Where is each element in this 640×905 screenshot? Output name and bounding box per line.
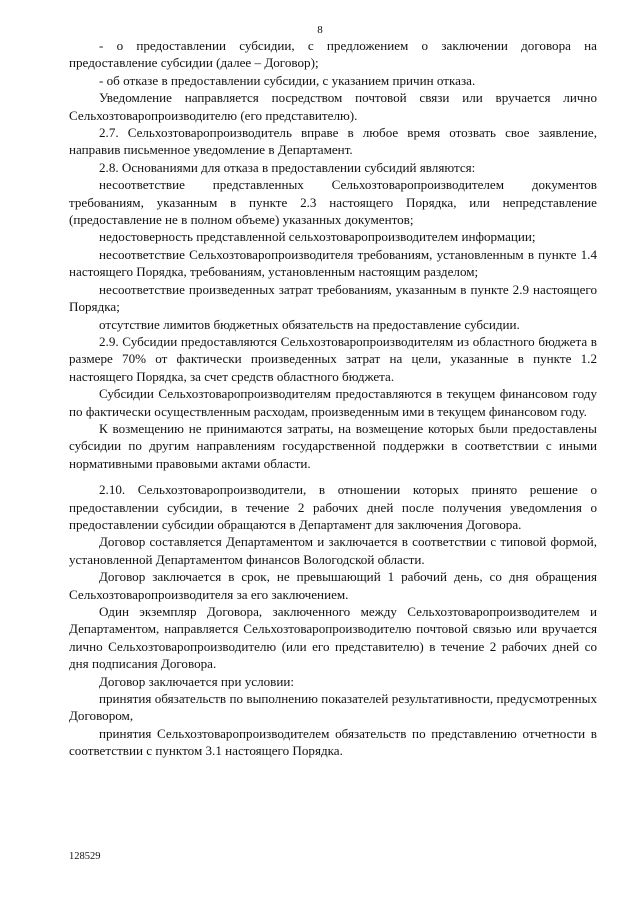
paragraph-spacer — [69, 472, 597, 481]
paragraph-agreement-term: Договор заключается в срок, не превышающий 1 рабочий день, со дня обращения Сельхозтоваропроизводителя за его заключением. — [69, 569, 597, 602]
paragraph-2-9: 2.9. Субсидии предоставляются Сельхозтоваропроизводителям из областного бюджета в размере 70% от фактически произведенных затрат на цели, указанные в пункте 1.2 настоящего Порядка, за счет средств областного бюджета. — [69, 333, 597, 384]
paragraph-condition-indicators: принятия обязательств по выполнению показателей результативности, предусмотренных Договором, — [69, 691, 597, 724]
paragraph-refusal-reason-requirements: несоответствие Сельхозтоваропроизводителя требованиям, установленным в пункте 1.4 настоящего Порядка, требованиям, установленным настоящим разделом; — [69, 246, 597, 280]
paragraph-2-7: 2.7. Сельхозтоваропроизводитель вправе в любое время отозвать свое заявление, направив письменное уведомление в Департамент. — [69, 125, 597, 158]
paragraph-subsidy-period: Субсидии Сельхозтоваропроизводителям предоставляются в текущем финансовом году по фактически осуществленным расходам, произведенным ими в текущем финансовом году. — [69, 386, 597, 419]
paragraph-offer-agreement: - о предоставлении субсидии, с предложением о заключении договора на предоставление субсидии (далее – Договор); — [69, 38, 597, 71]
paragraph-notification-delivery: Уведомление направляется посредством почтовой связи или вручается лично Сельхозтоваропроизводителю (его представителю). — [69, 90, 597, 123]
paragraph-refusal-reason-information: недостоверность представленной сельхозтоваропроизводителем информации; — [99, 229, 536, 245]
paragraph-agreement-copy: Один экземпляр Договора, заключенного между Сельхозтоваропроизводителем и Департаментом, направляется Сельхозтоваропроизводителю почтовой связью или вручается лично Сельхозтоваропроизводителю (или его представителю) в течение 2 рабочих дней со дня подписания Договора. — [69, 604, 597, 672]
paragraph-condition-reporting: принятия Сельхозтоваропроизводителем обязательств по представлению отчетности в соответствии с пунктом 3.1 настоящего Порядка. — [69, 725, 597, 759]
page-number: 8 — [317, 24, 323, 36]
document-body — [69, 37, 597, 760]
paragraph-refusal: - об отказе в предоставлении субсидии, с указанием причин отказа. — [99, 72, 476, 88]
paragraph-excluded-costs: К возмещению не принимаются затраты, на возмещение которых были предоставлены субсидии по другим направлениям государственной поддержки в соответствии с иными нормативными правовыми актами области. — [69, 420, 597, 471]
paragraph-refusal-reason-documents: несоответствие представленных Сельхозтоваропроизводителем документов требованиям, указанным в пункте 2.3 настоящего Порядка, или непредставление (предоставление не в полном объеме) указанных документов; — [69, 177, 597, 228]
paragraph-2-8: 2.8. Основаниями для отказа в предоставлении субсидий являются: — [99, 159, 476, 175]
paragraph-agreement-condition: Договор заключается при условии: — [99, 673, 294, 689]
document-code: 128529 — [69, 851, 101, 862]
paragraph-refusal-reason-limits: отсутствие лимитов бюджетных обязательств на предоставление субсидии. — [99, 316, 520, 332]
paragraph-agreement-form: Договор составляется Департаментом и заключается в соответствии с типовой формой, установленной Департаментом финансов Вологодской области. — [69, 534, 597, 567]
paragraph-2-10: 2.10. Сельхозтоваропроизводители, в отношении которых принято решение о предоставлении субсидии, в течение 2 рабочих дней после получения уведомления о предоставлении субсидии обращаются в Департамент для заключения Договора. — [69, 482, 597, 532]
paragraph-refusal-reason-costs: несоответствие произведенных затрат требованиям, указанным в пункте 2.9 настоящего Порядка; — [69, 281, 597, 315]
